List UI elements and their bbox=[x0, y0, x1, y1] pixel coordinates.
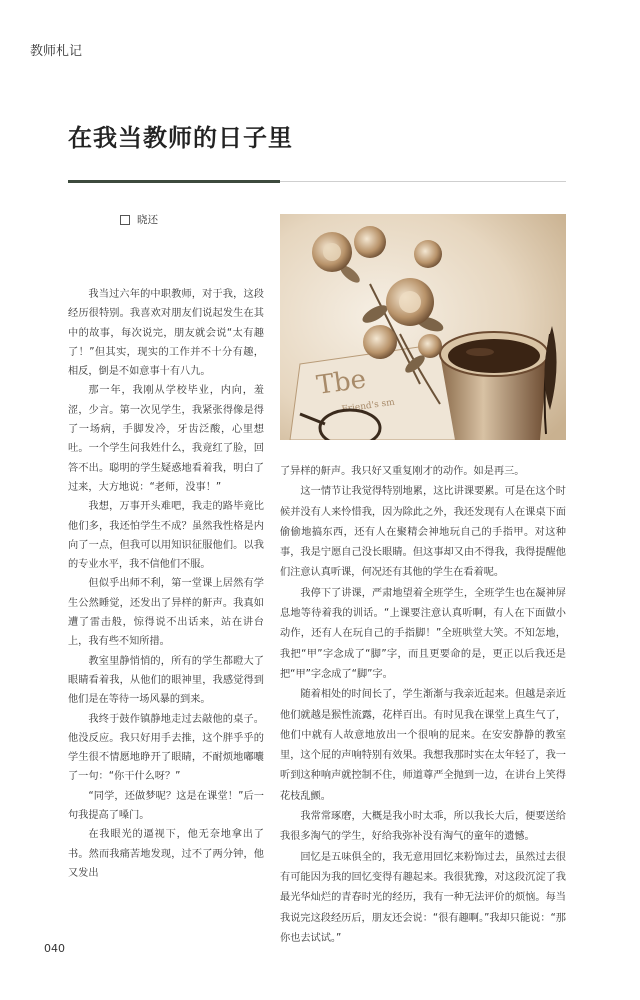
paragraph: 回忆是五味俱全的，我无意用回忆来粉饰过去，虽然过去很有可能因为我的回忆变得有趣起来。我很犹豫，对这段沉淀了我最光华灿烂的青春时光的经历，我有一种无法评价的烦恼。每当我说完这段经历后，朋友还会说：“很有趣啊。”我却只能说：“那你也去试试。” bbox=[280, 851, 566, 944]
paragraph: 我常常琢磨，大概是我小时太乖，所以我长大后，便要送给我很多淘气的学生，好给我弥补没有淘气的童年的遗憾。 bbox=[280, 811, 566, 843]
article-title: 在我当教师的日子里 bbox=[68, 124, 293, 152]
paragraph: 教室里静悄悄的，所有的学生都瞪大了眼睛看着我，从他们的眼神里，我感觉得到他们是在等待一场风暴的到来。 bbox=[68, 655, 264, 706]
article-column-right bbox=[280, 462, 566, 949]
title-rule-thin bbox=[280, 181, 566, 182]
paragraph: 这一情节让我觉得特别地累，这比讲课要累。可是在这个时候并没有人来怜惜我，因为除此之外，我还发现有人在课桌下面偷偷地搞东西，还有人在聚精会神地玩自己的手指甲。对这种事，我是宁愿自己没长眼睛。但这事却又由不得我，我得提醒他们注意认真听课，何况还有其他的学生在看着呢。 bbox=[280, 486, 566, 579]
paragraph: 我终于鼓作镇静地走过去敲他的桌子。他没反应。我只好用手去推，这个胖乎乎的学生很不情愿地睁开了眼睛，不耐烦地嘟囔了一句：“你干什么呀？” bbox=[68, 713, 264, 783]
paragraph: 随着相处的时间长了，学生渐渐与我亲近起来。但越是亲近他们就越是猴性流露，花样百出。有时见我在课堂上真生气了，他们中就有人故意地放出一个很响的屁来。在安安静静的教室里，这个屁的声响特别有效果。我想我那时实在太年轻了，我一听到这种响声就控制不住，师道尊严全抛到一边，在讲台上笑得花枝乱颤。 bbox=[280, 689, 566, 802]
article-column-left bbox=[68, 285, 264, 883]
book-subtext: Friend's sm bbox=[341, 397, 396, 415]
paragraph: 了异样的鼾声。我只好又重复刚才的动作。如是再三。 bbox=[280, 466, 525, 477]
square-bullet-icon bbox=[120, 215, 130, 225]
title-rule-thick bbox=[68, 180, 280, 183]
paragraph: 我停下了讲课，严肃地望着全班学生，全班学生也在凝神屏息地等待着我的训话。“上课要注意认真听啊，有人在下面做小动作，还有人在玩自己的手指脚！”全班哄堂大笑。不知怎地，我把“甲”字念成了“脚”字，而且更要命的是，更正以后我还是把“甲”字念成了“脚”字。 bbox=[280, 587, 566, 680]
roses-teacup-photo-icon bbox=[280, 214, 566, 440]
roses-teacup-photo bbox=[280, 214, 566, 440]
paragraph: 我当过六年的中职教师，对于我，这段经历很特别。我喜欢对朋友们说起发生在其中的故事，每次说完，朋友就会说“太有趣了！”但其实，现实的工作并不十分有趣，相反，倒是不如意事十有八九。 bbox=[68, 289, 264, 378]
page-number: 040 bbox=[44, 942, 65, 955]
paragraph: 在我眼光的逼视下，他无奈地拿出了书。然而我痛苦地发现，过不了两分钟，他又发出 bbox=[68, 829, 264, 879]
book-text: Tbe bbox=[314, 364, 368, 401]
section-header: 教师札记 bbox=[30, 44, 83, 59]
byline bbox=[120, 212, 158, 227]
paragraph: “同学，还做梦呢？这是在课堂！”后一句我提高了嗓门。 bbox=[68, 790, 264, 822]
author-name: 晓还 bbox=[137, 214, 158, 226]
paragraph: 我想，万事开头难吧，我走的路毕竟比他们多，我还怕学生不成？虽然我性格是内向了一点，但我可以用知识征服他们。以我的专业水平，我不信他们不服。 bbox=[68, 501, 264, 571]
paragraph: 那一年，我刚从学校毕业，内向，羞涩，少言。第一次见学生，我紧张得像是得了一场病，手脚发冷，牙齿泛酸，心里想吐。一个学生问我姓什么，我竟红了脸，回答不出。聪明的学生疑惑地看着我，明白了过来，大方地说：“老师，没事！” bbox=[68, 385, 264, 493]
paragraph: 但似乎出师不利，第一堂课上居然有学生公然睡觉，还发出了异样的鼾声。我真如遭了雷击般，惊得说不出话来，站在讲台上，我有些不知所措。 bbox=[68, 578, 264, 648]
